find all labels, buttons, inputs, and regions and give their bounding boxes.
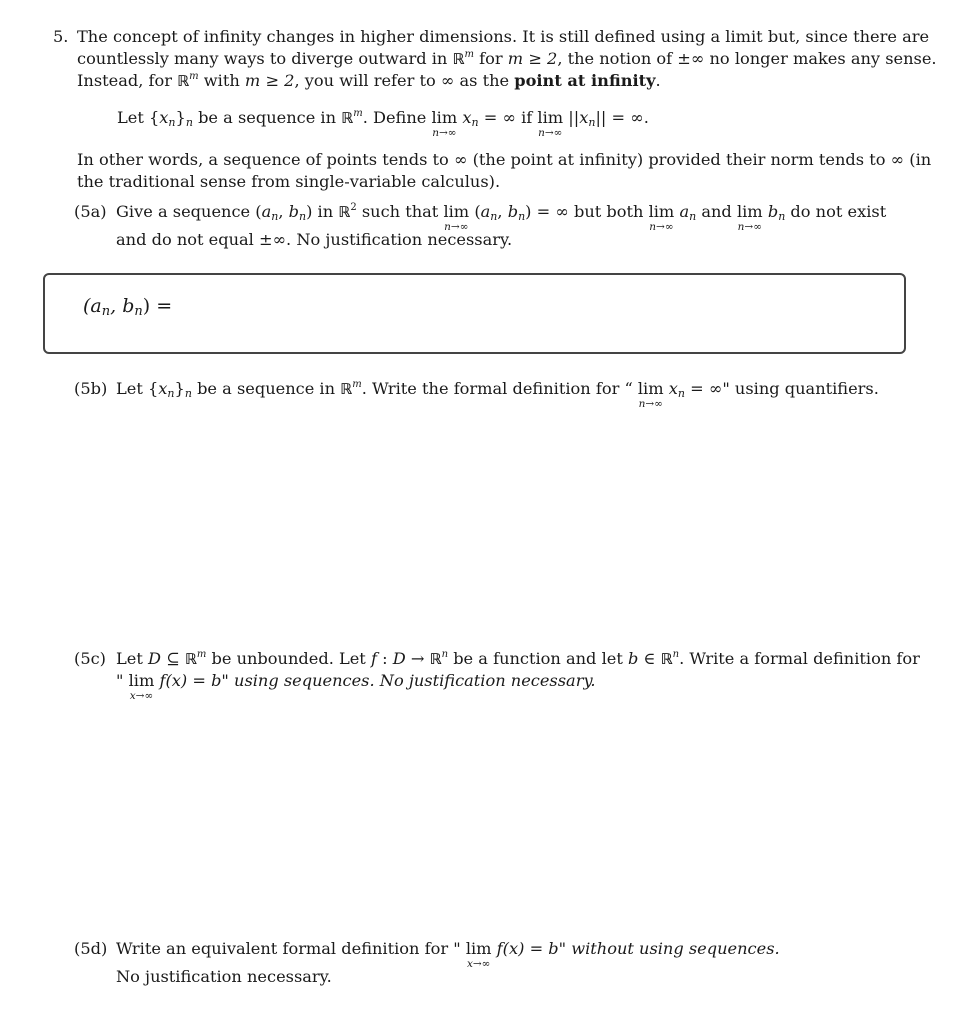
part-5d-label: (5d) — [74, 939, 108, 958]
other-words-line-2: the traditional sense from single-variable calculus). — [77, 172, 501, 191]
limit-operator: lim n→∞ — [443, 202, 470, 233]
part-5a-line-1: Give a sequence ($a_n$, $b_n$) in ℝ$^2$ such that lim n→∞ ($a_n$, $b_n$) = ∞ but both lim n→∞ $a_n$ and lim n→∞ $b_n$ do not exist — [116, 202, 887, 233]
limit-operator: lim n→∞ — [648, 202, 675, 233]
other-words-line-1: In other words, a sequence of points tends to ∞ (the point at infinity) provided their norm tends to ∞ (in — [77, 150, 932, 169]
problem-number: 5. — [53, 27, 69, 46]
part-5a-line-2: and do not equal ±∞. No justification necessary. — [116, 230, 513, 249]
intro-line-2: countlessly many ways to diverge outward in ℝ$^m$ for m ≥ 2, the notion of ±∞ no longer makes any sense. — [77, 49, 937, 68]
limit-operator: lim n→∞ — [736, 202, 763, 233]
limit-operator: lim n→∞ — [637, 379, 664, 410]
intro-line-1: The concept of infinity changes in higher dimensions. It is still defined using a limit but, since there are — [77, 27, 930, 46]
part-5d-line-2: No justification necessary. — [116, 967, 332, 986]
answer-box-5a[interactable] — [43, 273, 906, 354]
part-5c-line-2: " lim x→∞ f(x) = b" using sequences. No justification necessary. — [116, 671, 596, 702]
part-5a-label: (5a) — [74, 202, 107, 221]
definition-line: Let $\{x_n\}_n$ be a sequence in ℝ$^m$. Define lim n→∞ $x_n$ = ∞ if lim n→∞ $||x_n||$ = ∞. — [117, 108, 649, 139]
point-at-infinity-term: point at infinity — [514, 71, 656, 90]
intro-line-3: Instead, for ℝ$^m$ with m ≥ 2, you will refer to ∞ as the point at infinity. — [77, 71, 661, 90]
part-5b-label: (5b) — [74, 379, 108, 398]
limit-operator: lim x→∞ — [128, 671, 155, 702]
part-5c-label: (5c) — [74, 649, 106, 668]
part-5c-line-1: Let D ⊆ ℝ$^m$ be unbounded. Let f : D → ℝ$^n$ be a function and let b ∈ ℝ$^n$. Write a formal definition for — [116, 649, 920, 668]
limit-operator: lim n→∞ — [537, 108, 564, 139]
answer-label-5a: ($a_n$, $b_n$) = — [83, 295, 173, 319]
part-5d-line-1: Write an equivalent formal definition for " lim x→∞ f(x) = b" without using sequences. — [116, 939, 780, 970]
limit-operator: lim n→∞ — [431, 108, 458, 139]
part-5b-line: Let $\{x_n\}_n$ be a sequence in ℝ$^m$. Write the formal definition for “ lim n→∞ $x_n$ = ∞" using quantifiers. — [116, 379, 879, 410]
limit-operator: lim x→∞ — [465, 939, 492, 970]
